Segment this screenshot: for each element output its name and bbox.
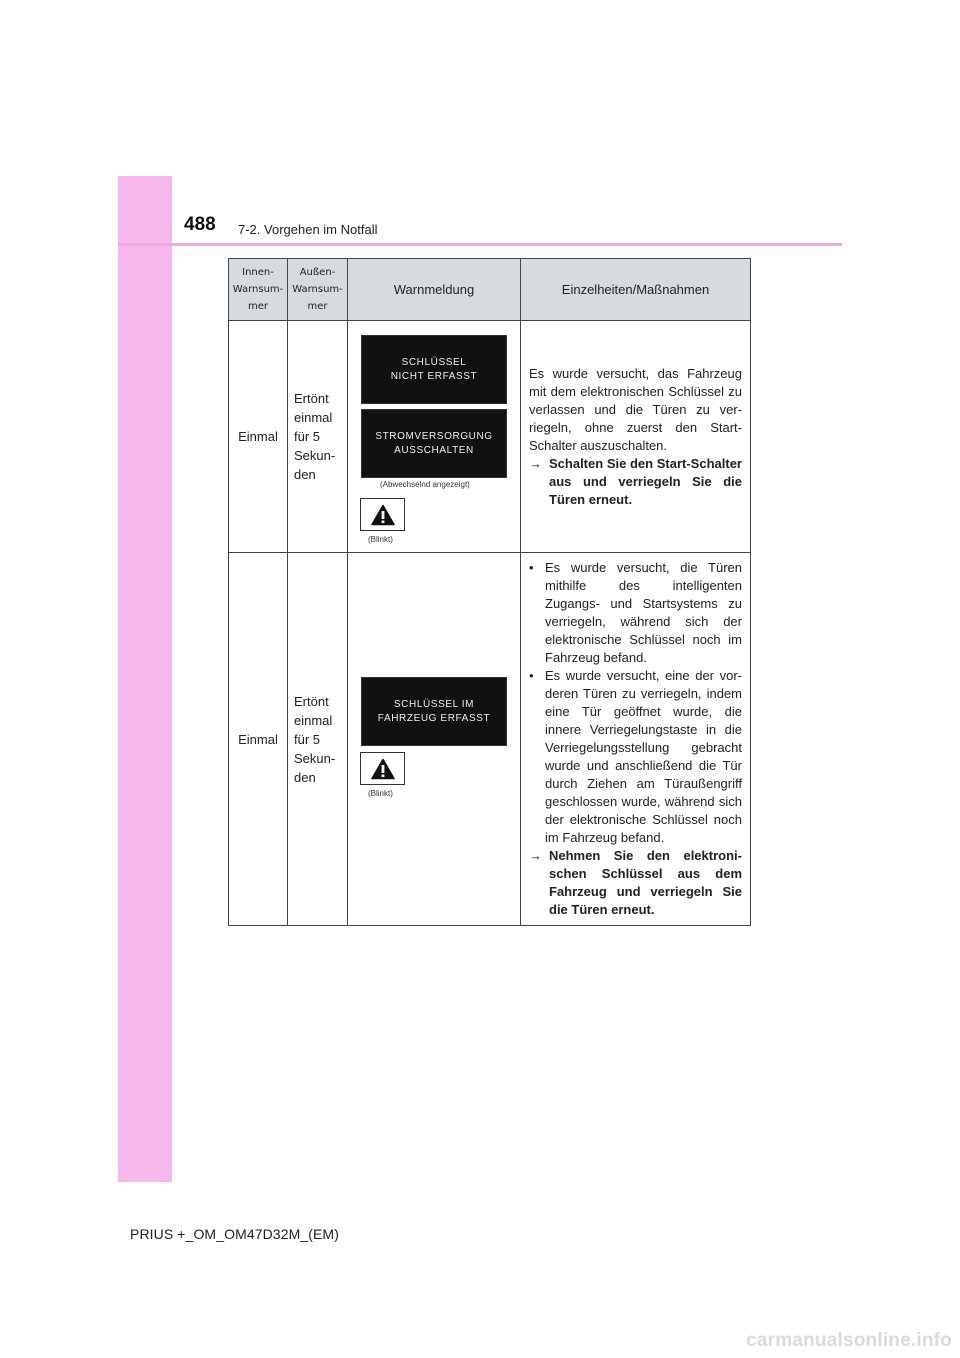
list-item: [529, 559, 742, 667]
details-text: Es wurde versucht, das Fahrzeug mit dem elektronischen Schlüssel zu verlassen und die Türen zu verriegeln, ohne zuerst den Start-Schalter auszuschalten.: [529, 365, 742, 453]
outer-buzzer-cell: [288, 553, 348, 926]
warning-table: [228, 258, 751, 926]
header-details: Einzelheiten/Maßnahmen: [521, 259, 751, 321]
outer-buzzer-line: den: [294, 467, 316, 482]
header-inner-line: mer: [247, 301, 268, 312]
header-outer-line: Außen-: [299, 267, 336, 278]
warning-message-cell: [348, 553, 521, 926]
display-key-in-vehicle: [361, 677, 507, 746]
display-key-not-detected: [361, 335, 507, 404]
page-number: 488: [184, 214, 216, 235]
section-title: 7-2. Vorgehen im Notfall: [238, 222, 378, 237]
table-row: [229, 321, 751, 553]
action-text: Nehmen Sie den elektronischen Schlüssel aus dem Fahrzeug und verriegeln Sie die Türen erneut.: [549, 848, 742, 917]
header-outer-buzzer: [288, 259, 348, 321]
display-caption: (Abwechselnd angezeigt): [380, 480, 470, 489]
icon-caption: (Blinkt): [368, 535, 393, 544]
display-text: NICHT ERFASST: [390, 370, 478, 382]
document-id: PRIUS +_OM_OM47D32M_(EM): [130, 1226, 339, 1242]
arrow-icon: →: [529, 455, 542, 471]
bullet-marker: •: [529, 668, 534, 683]
outer-buzzer-line: für 5: [294, 429, 321, 444]
action-instruction: [529, 455, 742, 509]
action-instruction: [529, 847, 742, 919]
table-header-row: [229, 259, 751, 321]
watermark: carmanualsonline.info: [746, 1330, 952, 1351]
outer-buzzer-line: für 5: [294, 731, 321, 747]
display-text: STROMVERSORGUNG: [375, 430, 493, 442]
table-row: [229, 553, 751, 926]
outer-buzzer-line: Sekun-: [294, 448, 336, 463]
bullet-text: Es wurde versucht, die Türen mithilfe des intelligenten Zugangs- und Startsystems zu verriegeln, während sich der elektronische Schlüssel noch im Fahrzeug befand.: [545, 560, 742, 665]
outer-buzzer-line: einmal: [294, 410, 333, 425]
warning-triangle-icon: [360, 498, 405, 531]
outer-buzzer-cell: [288, 321, 348, 553]
icon-caption: (Blinkt): [368, 789, 393, 798]
outer-buzzer-line: einmal: [294, 712, 333, 728]
warning-message-cell: [348, 321, 521, 553]
inner-buzzer-cell: Einmal: [229, 553, 288, 926]
header-inner-buzzer: [229, 259, 288, 321]
header-inner-line: Innen-: [242, 267, 274, 278]
details-cell: [521, 553, 751, 926]
outer-buzzer-line: Ertönt: [294, 391, 329, 406]
bullet-text: Es wurde versucht, eine der vorderen Türen zu verriegeln, indem eine Tür geöffnet wurde, die innere Verriegelungstaste in die Verriegelungsstellung gebracht wurde und anschließend die Tür durch Ziehen am Türaußengriff geschlossen wurde, während sich der elektronische Schlüssel noch im Fahrzeug befand.: [545, 668, 742, 845]
display-power-off: [361, 409, 507, 478]
header-divider: [118, 243, 842, 246]
header-warning-message: Warnmeldung: [348, 259, 521, 321]
warning-triangle-icon: [360, 752, 405, 785]
display-text: SCHLÜSSEL IM: [393, 698, 475, 710]
warning-triangle-icon-graphic: [371, 758, 395, 780]
outer-buzzer-line: den: [294, 769, 316, 785]
header-outer-line: mer: [307, 301, 328, 312]
display-text: AUSSCHALTEN: [394, 444, 474, 456]
header-outer-line: Warnsum-: [292, 284, 343, 295]
chapter-sidebar-tab: [118, 176, 172, 1182]
display-text: SCHLÜSSEL: [401, 356, 467, 368]
list-item: [529, 667, 742, 847]
header-inner-line: Warnsum-: [232, 284, 284, 295]
action-text: Schalten Sie den Start-Schalter aus und verriegeln Sie die Türen erneut.: [549, 455, 742, 507]
details-cell: [521, 321, 751, 553]
bullet-marker: •: [529, 560, 534, 575]
outer-buzzer-line: Sekun-: [294, 750, 336, 766]
warning-triangle-icon-graphic: [371, 504, 395, 526]
arrow-icon: →: [529, 848, 542, 863]
display-text: FAHRZEUG ERFASST: [377, 712, 491, 724]
inner-buzzer-cell: Einmal: [229, 321, 288, 553]
outer-buzzer-line: Ertönt: [294, 693, 329, 709]
